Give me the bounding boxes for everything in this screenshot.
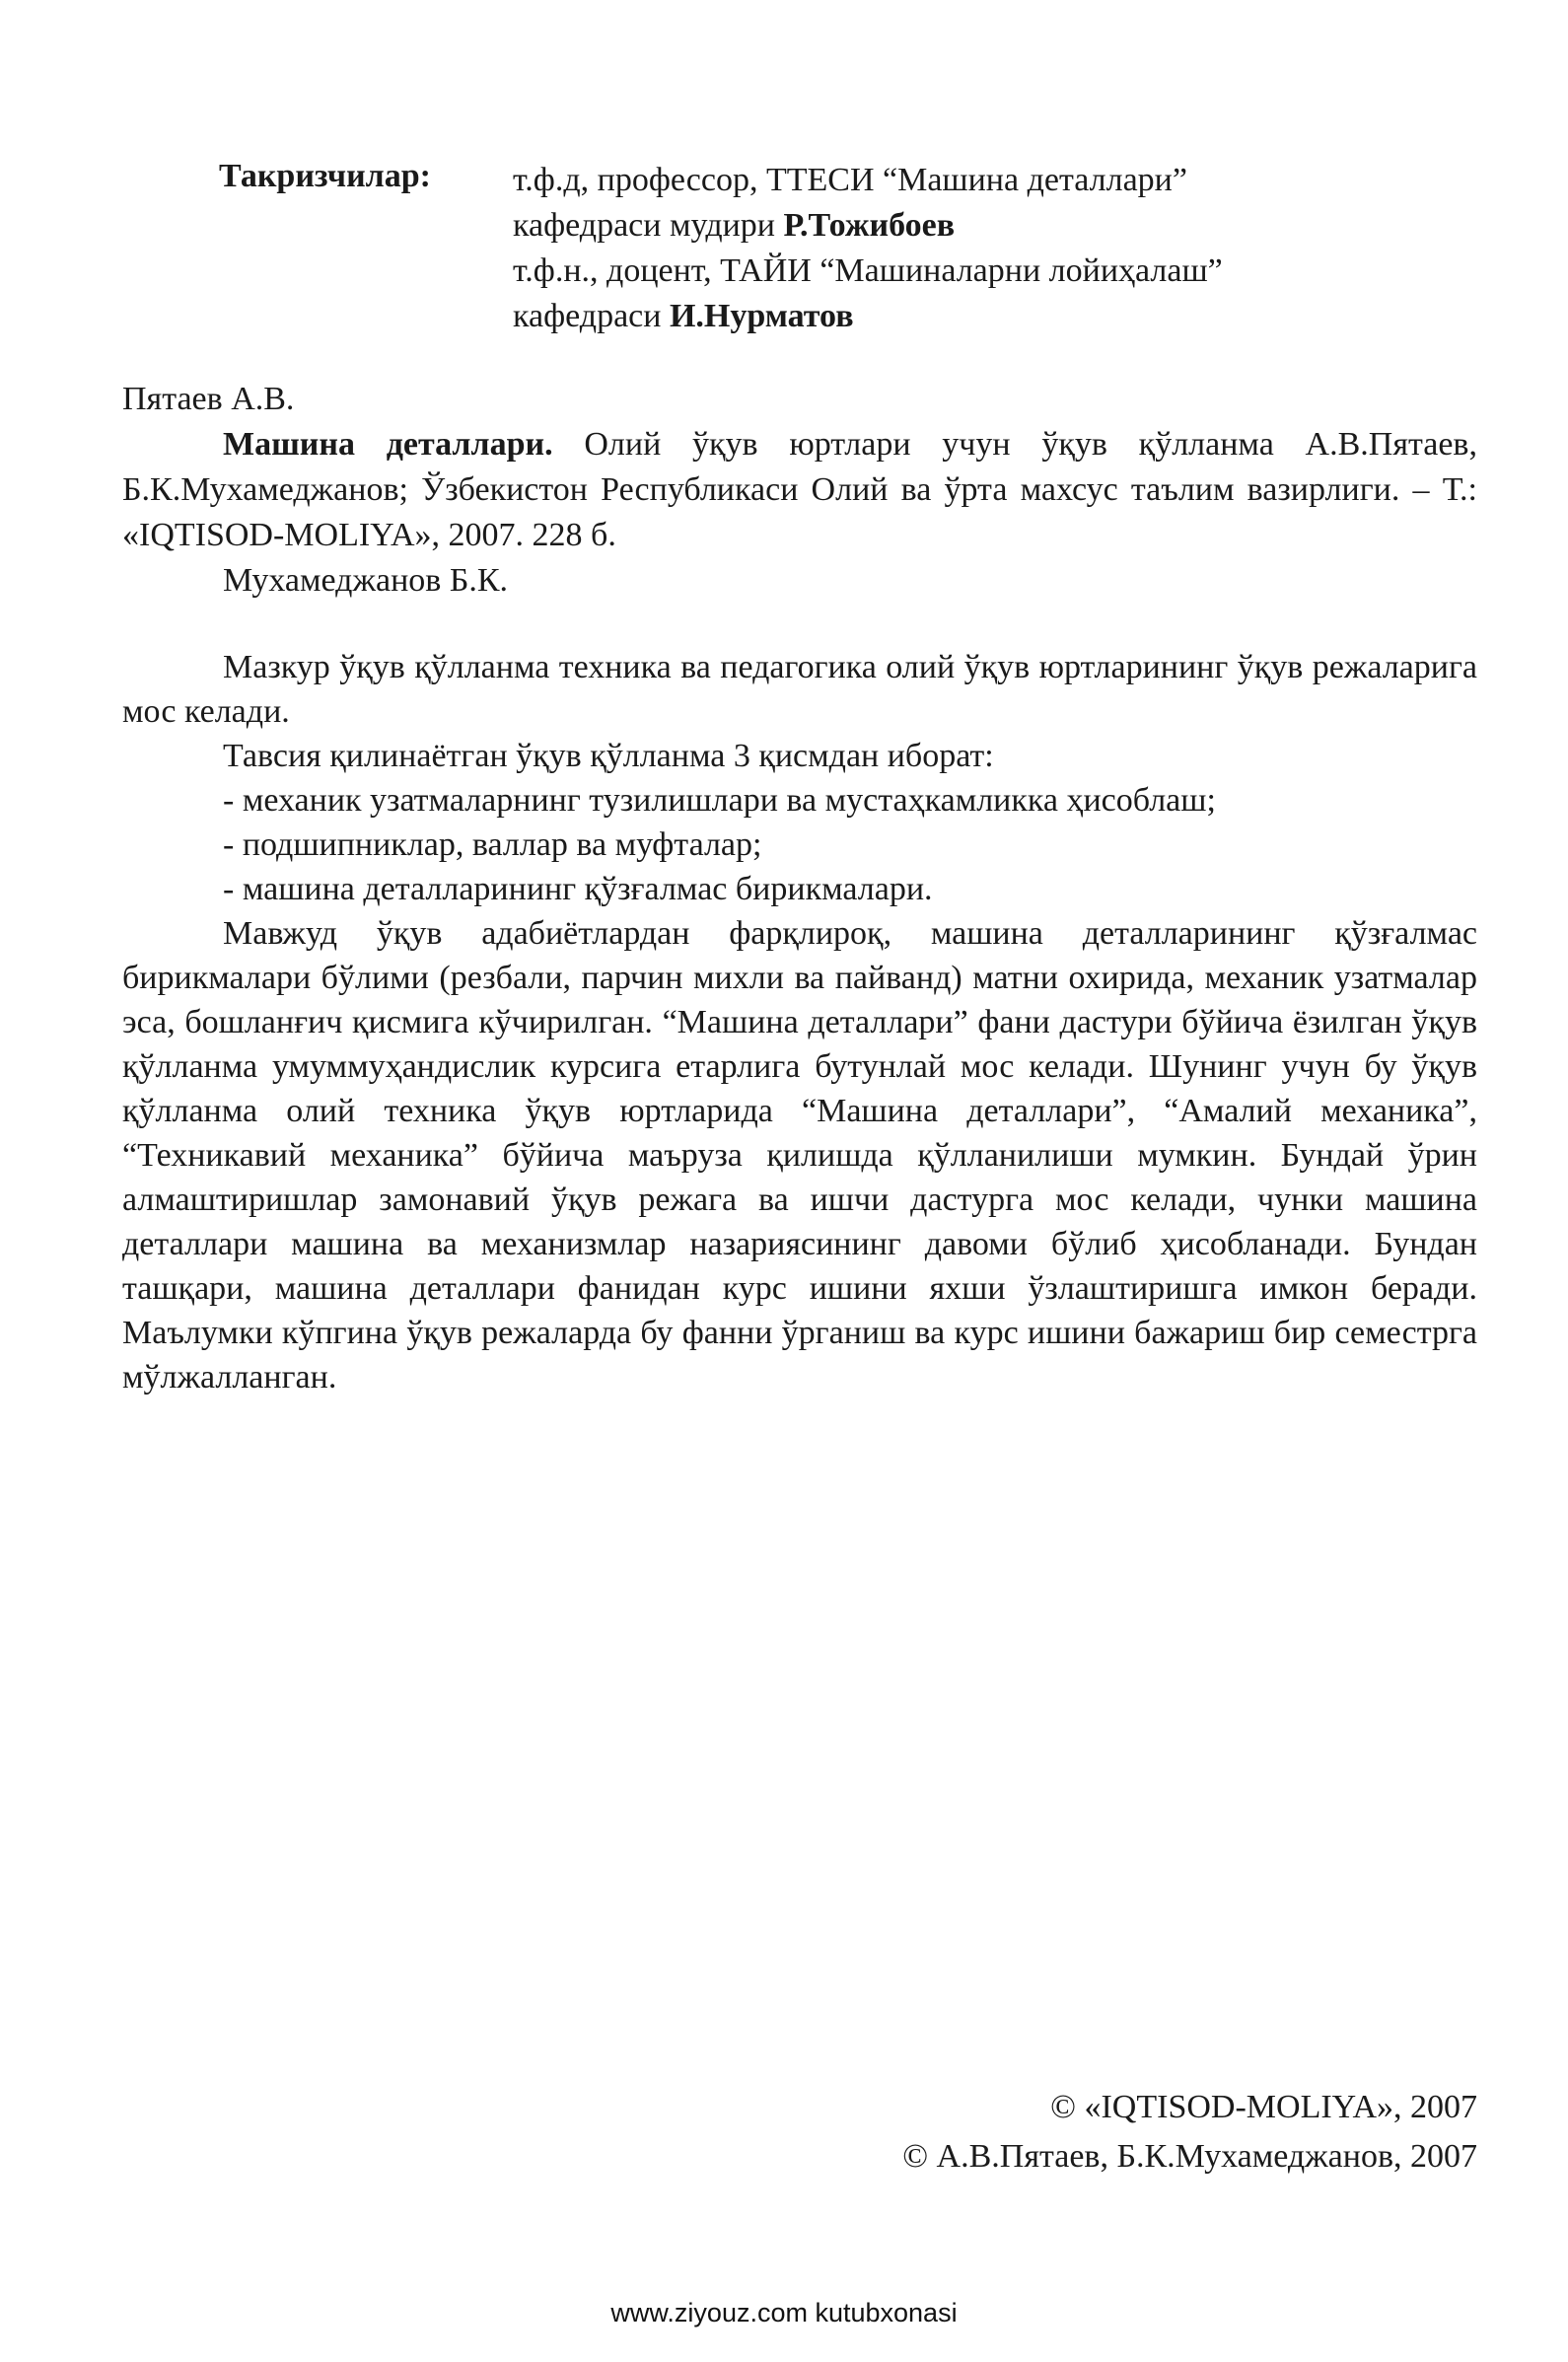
coauthor-name: Мухамеджанов Б.К. (223, 562, 509, 599)
author-name: Пятаев А.В. (122, 381, 295, 417)
reviewers-label: Такризчилар: (219, 158, 431, 194)
bibliographic-record (122, 377, 1477, 604)
list-item: - подшипниклар, валлар ва муфталар; (223, 826, 762, 863)
footer-watermark: www.ziyouz.com kutubxonasi (610, 2298, 958, 2327)
annotation-paragraph: Мавжуд ўқув адабиётлардан фарқлироқ, машина деталларининг қўзғалмас бирикмалари бўлими (резбали, парчин михли ва пайванд) матни охирида, механик узатмалар эса, бошланғич қисмига кўчирилган. “Машина деталлари” фани дастури бўйича ёзилган ўқув қўлланма умуммуҳандислик курсига етарлига бутунлай мос келади. Шунинг учун бу ўқув қўлланма олий техника ўқув юртларида “Машина деталлари”, “Амалий механика”, “Техникавий механика” бўйича маъруза қилишда қўлланилиши мумкин. Бундай ўрин алмаштиришлар замонавий ўқув режага ва ишчи дастурга мос келади, чунки машина деталлари машина ва механизмлар назариясининг давоми бўлиб ҳисобланади. Бундан ташқари, машина деталлари фанидан курс ишини яхши ўзлаштиришга имкон беради. Маълумки кўпгина ўқув режаларда бу фанни ўрганиш ва курс ишини бажариш бир семестрга мўлжалланган. (122, 915, 1477, 1396)
list-item: - механик узатмаларнинг тузилишлари ва мустаҳкамликка ҳисоблаш; (223, 782, 1216, 819)
annotation-paragraph: Тавсия қилинаётган ўқув қўлланма 3 қисмдан иборат: (223, 738, 994, 774)
reviewer-line: т.ф.д, профессор, ТТЕСИ “Машина деталлари” (513, 162, 1187, 198)
annotation-text (122, 645, 1477, 1399)
copyright-line: © «IQTISOD-MOLIYA», 2007 (1050, 2089, 1477, 2125)
reviewer-line: кафедраси мудири Р.Тожибоев (513, 207, 956, 244)
book-title: Машина деталлари. (223, 426, 553, 463)
citation-text: Машина деталлари. Олий ўқув юртлари учун ўқув қўлланма А.В.Пятаев, Б.К.Мухамеджанов; Ўзбекистон Республикаси Олий ва ўрта махсус таълим вазирлиги. – Т.: «IQTISOD-MOLIYA», 2007. 228 б. (122, 426, 1477, 553)
reviewer-line: т.ф.н., доцент, ТАЙИ “Машиналарни лойиҳалаш” (513, 252, 1223, 289)
reviewers-list (513, 158, 1440, 339)
annotation-paragraph: Мазкур ўқув қўлланма техника ва педагогика олий ўқув юртларининг ўқув режаларига мос келади. (122, 649, 1477, 730)
list-item: - машина деталларининг қўзғалмас бирикмалари. (223, 871, 933, 907)
copyright-block (902, 2083, 1477, 2182)
copyright-line: © А.В.Пятаев, Б.К.Мухамеджанов, 2007 (902, 2138, 1477, 2175)
reviewer-line: кафедраси И.Нурматов (513, 298, 854, 334)
